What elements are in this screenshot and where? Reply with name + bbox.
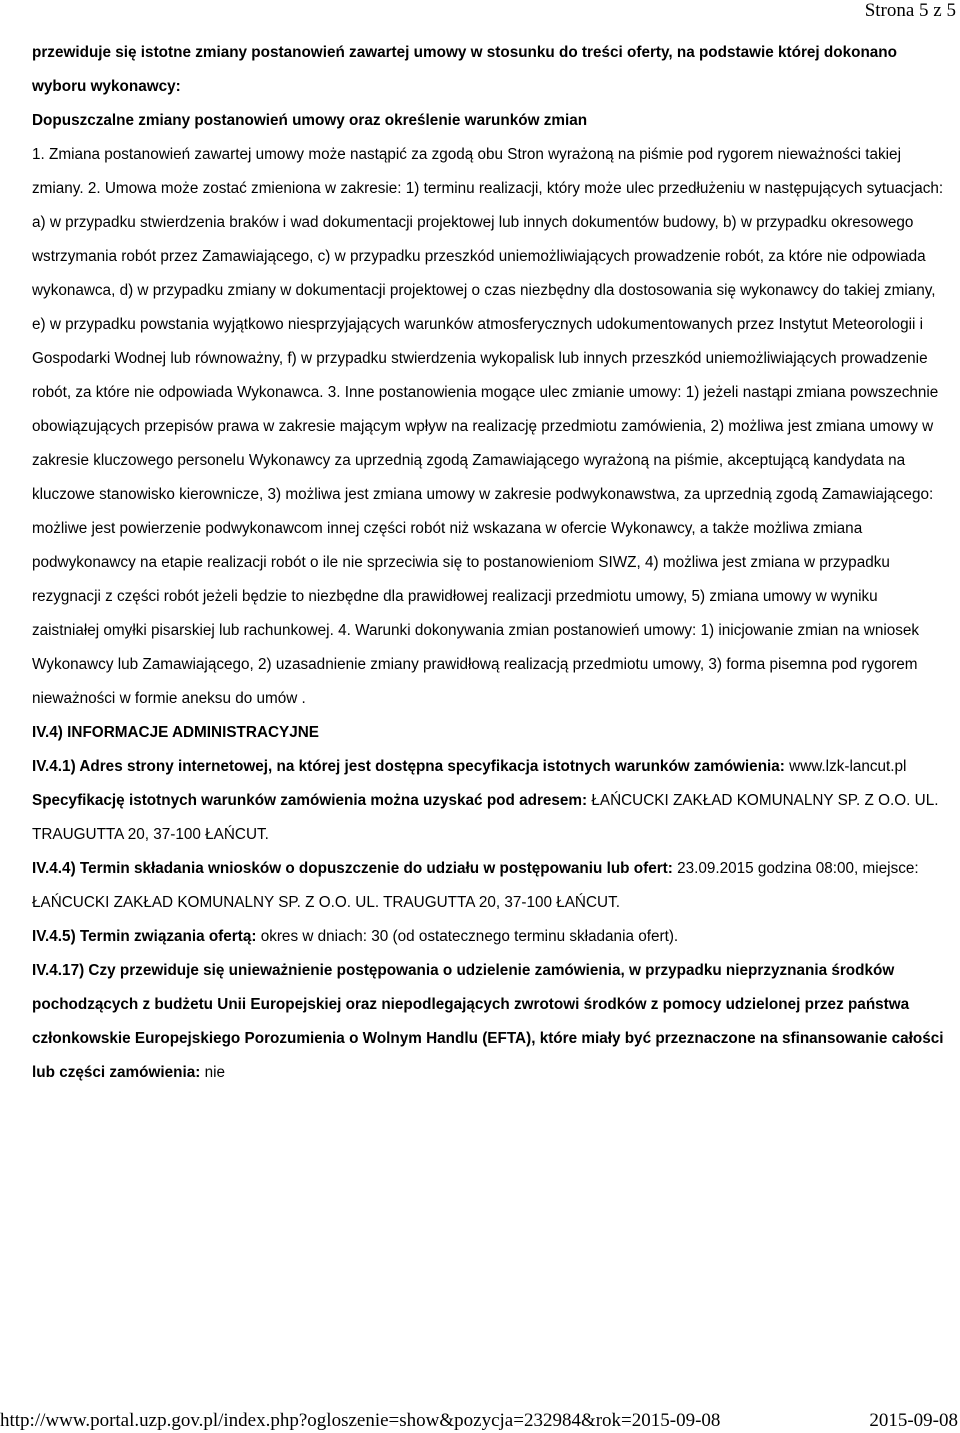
deadline-value: 23.09.2015 godzina 08:00, miejsce: ŁAŃCUCKI ZAKŁAD KOMUNALNY SP. Z O.O. UL. TRAUGUTTA 20, 37-100 ŁAŃCUT. — [32, 860, 919, 911]
footer-url: http://www.portal.uzp.gov.pl/index.php?ogloszenie=show&pozycja=232984&rok=2015-09-08 — [0, 1410, 721, 1431]
deadline-paragraph — [32, 852, 948, 920]
contract-changes-text: 1. Zmiana postanowień zawartej umowy może nastąpić za zgodą obu Stron wyrażoną na piśmie pod rygorem nieważności takiej zmiany. 2. Umowa może zostać zmieniona w zakresie: 1) terminu realizacji, który może ulec przedłużeniu w następujących sytuacjach: a) w przypadku stwierdzenia braków i wad dokumentacji projektowej lub innych dokumentów budowy, b) w przypadku okresowego wstrzymania robót przez Zamawiającego, c) w przypadku przeszkód uniemożliwiających prowadzenie robót, za które nie odpowiada wykonawca, d) w przypadku zmiany w dokumentacji projektowej o czas niezbędny dla dostosowania się wykonawcy do takiej zmiany, e) w przypadku powstania wyjątkowo niesprzyjających warunków atmosferycznych udokumentowanych przez Instytut Meteorologii i Gospodarki Wodnej lub równoważny, f) w przypadku stwierdzenia wykopalisk lub innych przeszkód uniemożliwiających prowadzenie robót, za które nie odpowiada Wykonawca. 3. Inne postanowienia mogące ulec zmianie umowy: 1) jeżeli nastąpi zmiana powszechnie obowiązujących przepisów prawa w zakresie mającym wpływ na realizację przedmiotu zamówienia, 2) możliwa jest zmiana umowy w zakresie kluczowego personelu Wykonawcy za uprzednią zgodą Zamawiającego wyrażoną na piśmie, akceptującą kandydata na kluczowe stanowisko kierownicze, 3) możliwa jest zmiana umowy w zakresie podwykonawstwa, za uprzednią zgodą Zamawiającego: możliwe jest powierzenie podwykonawcom innej części robót niż wskazana w ofercie Wykonawcy, a także możliwa zmiana podwykonawcy na etapie realizacji robót o ile nie sprzeciwia się to postanowieniom SIWZ, 4) możliwa jest zmiana w przypadku rezygnacji z części robót jeżeli będzie to niezbędne dla prawidłowej realizacji przedmiotu umowy, 5) zmiana umowy w wyniku zaistniałej omyłki pisarskiej lub rachunkowej. 4. Warunki dokonywania zmian postanowień umowy: 1) inicjowanie zmian na wniosek Wykonawcy lub Zamawiającego, 2) uzasadnienie zmiany prawidłową realizacją przedmiotu umowy, 3) forma pisemna pod rygorem nieważności w formie aneksu do umów . — [32, 146, 944, 707]
eu-funds-label: IV.4.17) Czy przewiduje się unieważnienie postępowania o udzielenie zamówienia, w przypadku nieprzyznania środków pochodzących z budżetu Unii Europejskiej oraz niepodlegających zwrotowi środków z pomocy udzielonej przez państwa członkowskie Europejskiego Porozumienia o Wolnym Handlu (EFTA), które miały być przeznaczone na sfinansowanie całości lub części zamówienia: — [32, 962, 944, 1081]
footer-date: 2015-09-08 — [869, 1410, 958, 1431]
website-label: IV.4.1) Adres strony internetowej, na której jest dostępna specyfikacja istotnych warunków zamówienia: — [32, 758, 785, 775]
siwz-value: ŁAŃCUCKI ZAKŁAD KOMUNALNY SP. Z O.O. UL. TRAUGUTTA 20, 37-100 ŁAŃCUT. — [32, 792, 939, 843]
document-body — [32, 36, 948, 1090]
website-paragraph — [32, 750, 948, 784]
administrative-info-heading: IV.4) INFORMACJE ADMINISTRACYJNE — [32, 724, 319, 741]
siwz-label: Specyfikację istotnych warunków zamówienia można uzyskać pod adresem: — [32, 792, 588, 809]
contract-changes-intro: przewiduje się istotne zmiany postanowień zawartej umowy w stosunku do treści oferty, na podstawie której dokonano wyboru wykonawcy: — [32, 44, 897, 95]
siwz-paragraph — [32, 784, 948, 852]
eu-funds-value: nie — [204, 1064, 225, 1081]
contract-changes-heading: Dopuszczalne zmiany postanowień umowy oraz określenie warunków zmian — [32, 112, 588, 129]
page-footer — [0, 1409, 960, 1433]
deadline-label: IV.4.4) Termin składania wniosków o dopuszczenie do udziału w postępowaniu lub ofert: — [32, 860, 673, 877]
binding-paragraph — [32, 920, 948, 954]
website-value: www.lzk-lancut.pl — [789, 758, 907, 775]
binding-value: okres w dniach: 30 (od ostatecznego terminu składania ofert). — [260, 928, 679, 945]
binding-label: IV.4.5) Termin związania ofertą: — [32, 928, 257, 945]
page-number: Strona 5 z 5 — [864, 0, 956, 21]
eu-funds-paragraph — [32, 954, 948, 1090]
